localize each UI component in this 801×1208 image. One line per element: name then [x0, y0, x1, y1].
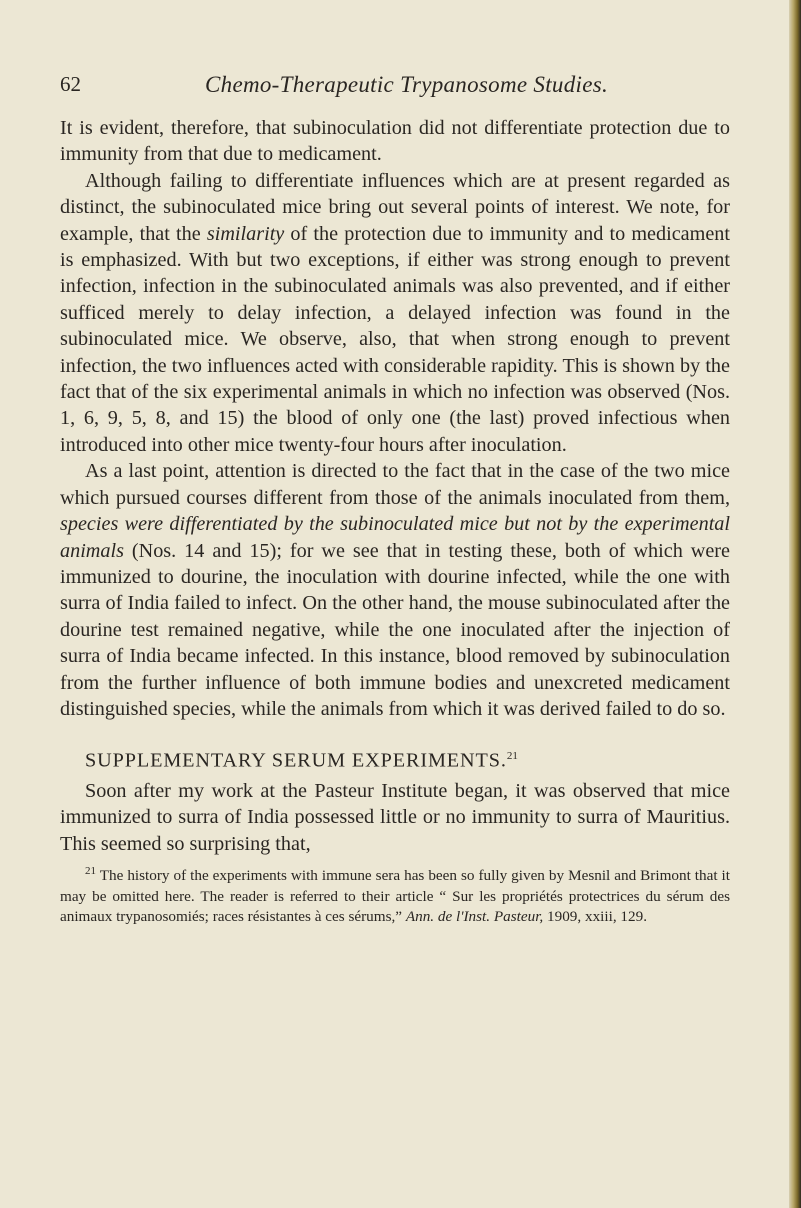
section-heading-text: SUPPLEMENTARY SERUM EXPERIMENTS. [85, 750, 507, 773]
footnote-text: The history of the experiments with immune sera has been so fully given by Mesnil and Brimont that it may be omitted here. The reader is referred to their article “ Sur les propriétés protectrices du sérum des animaux trypanosomiés; races résistantes à ces sérums,” [60, 867, 730, 925]
paragraph-2-text-b: of the protection due to immunity and to medicament is emphasized. With but two exceptions, if either was strong enough to prevent infection, infection in the subinoculated animals was also prevented, and if either sufficed merely to delay infection, a delayed infection was found in the subinoculated mice. We observe, also, that when strong enough to prevent infection, the two influences acted with considerable rapidity. This is shown by the fact that of the six experimental animals in which no infection was observed (Nos. 1, 6, 9, 5, 8, and 15) the blood of only one (the last) proved infectious when introduced into other mice twenty-four hours after inoculation. [60, 222, 730, 456]
footnote [60, 861, 730, 927]
body-text [60, 115, 730, 927]
section-heading [60, 743, 730, 775]
footnote-journal: Ann. de l'Inst. Pasteur, [405, 907, 544, 925]
paragraph-2-text-a: Although failing to differentiate influences which are at present regarded as distinct, the subinoculated mice bring out several points of interest. We note, for example, that the [60, 169, 730, 245]
footnote-marker: 21 [85, 865, 96, 878]
running-title: Chemo-Therapeutic Trypanosome Studies. [205, 72, 609, 97]
paragraph-2 [60, 168, 730, 458]
paragraph-1: It is evident, therefore, that subinoculation did not differentiate protection due to immunity from that due to medicament. [60, 117, 730, 166]
page-edge [789, 0, 801, 1208]
paragraph-4: Soon after my work at the Pasteur Institute began, it was observed that mice immunized to surra of India possessed little or no immunity to surra of Mauritius. This seemed so surprising that, [60, 780, 730, 855]
paragraph-2-emphasis: similarity [206, 222, 285, 245]
paragraph-3-text-a: As a last point, attention is directed to the fact that in the case of the two mice which pursued courses different from those of the animals inoculated from them, [60, 460, 730, 509]
page-header [60, 72, 730, 106]
paragraph-3-emphasis: species were differentiated by the subinoculated mice but not by the experimental animals [60, 513, 730, 562]
paragraph-3 [60, 458, 730, 722]
footnote-citation: 1909, xxiii, 129. [543, 907, 648, 925]
page-number: 62 [60, 72, 81, 96]
paragraph-3-text-b: (Nos. 14 and 15); for we see that in testing these, both of which were immunized to dourine, the inoculation with dourine infected, while the one with surra of India failed to infect. On the other hand, the mouse subinoculated after the dourine test remained negative, while the one inoculated after the injection of surra of India became infected. In this instance, blood removed by subinoculation from the further influence of both immune bodies and unexcreted medicament distinguished species, while the animals from which it was derived failed to do so. [60, 539, 730, 720]
section-heading-footnote-ref: 21 [506, 750, 518, 763]
